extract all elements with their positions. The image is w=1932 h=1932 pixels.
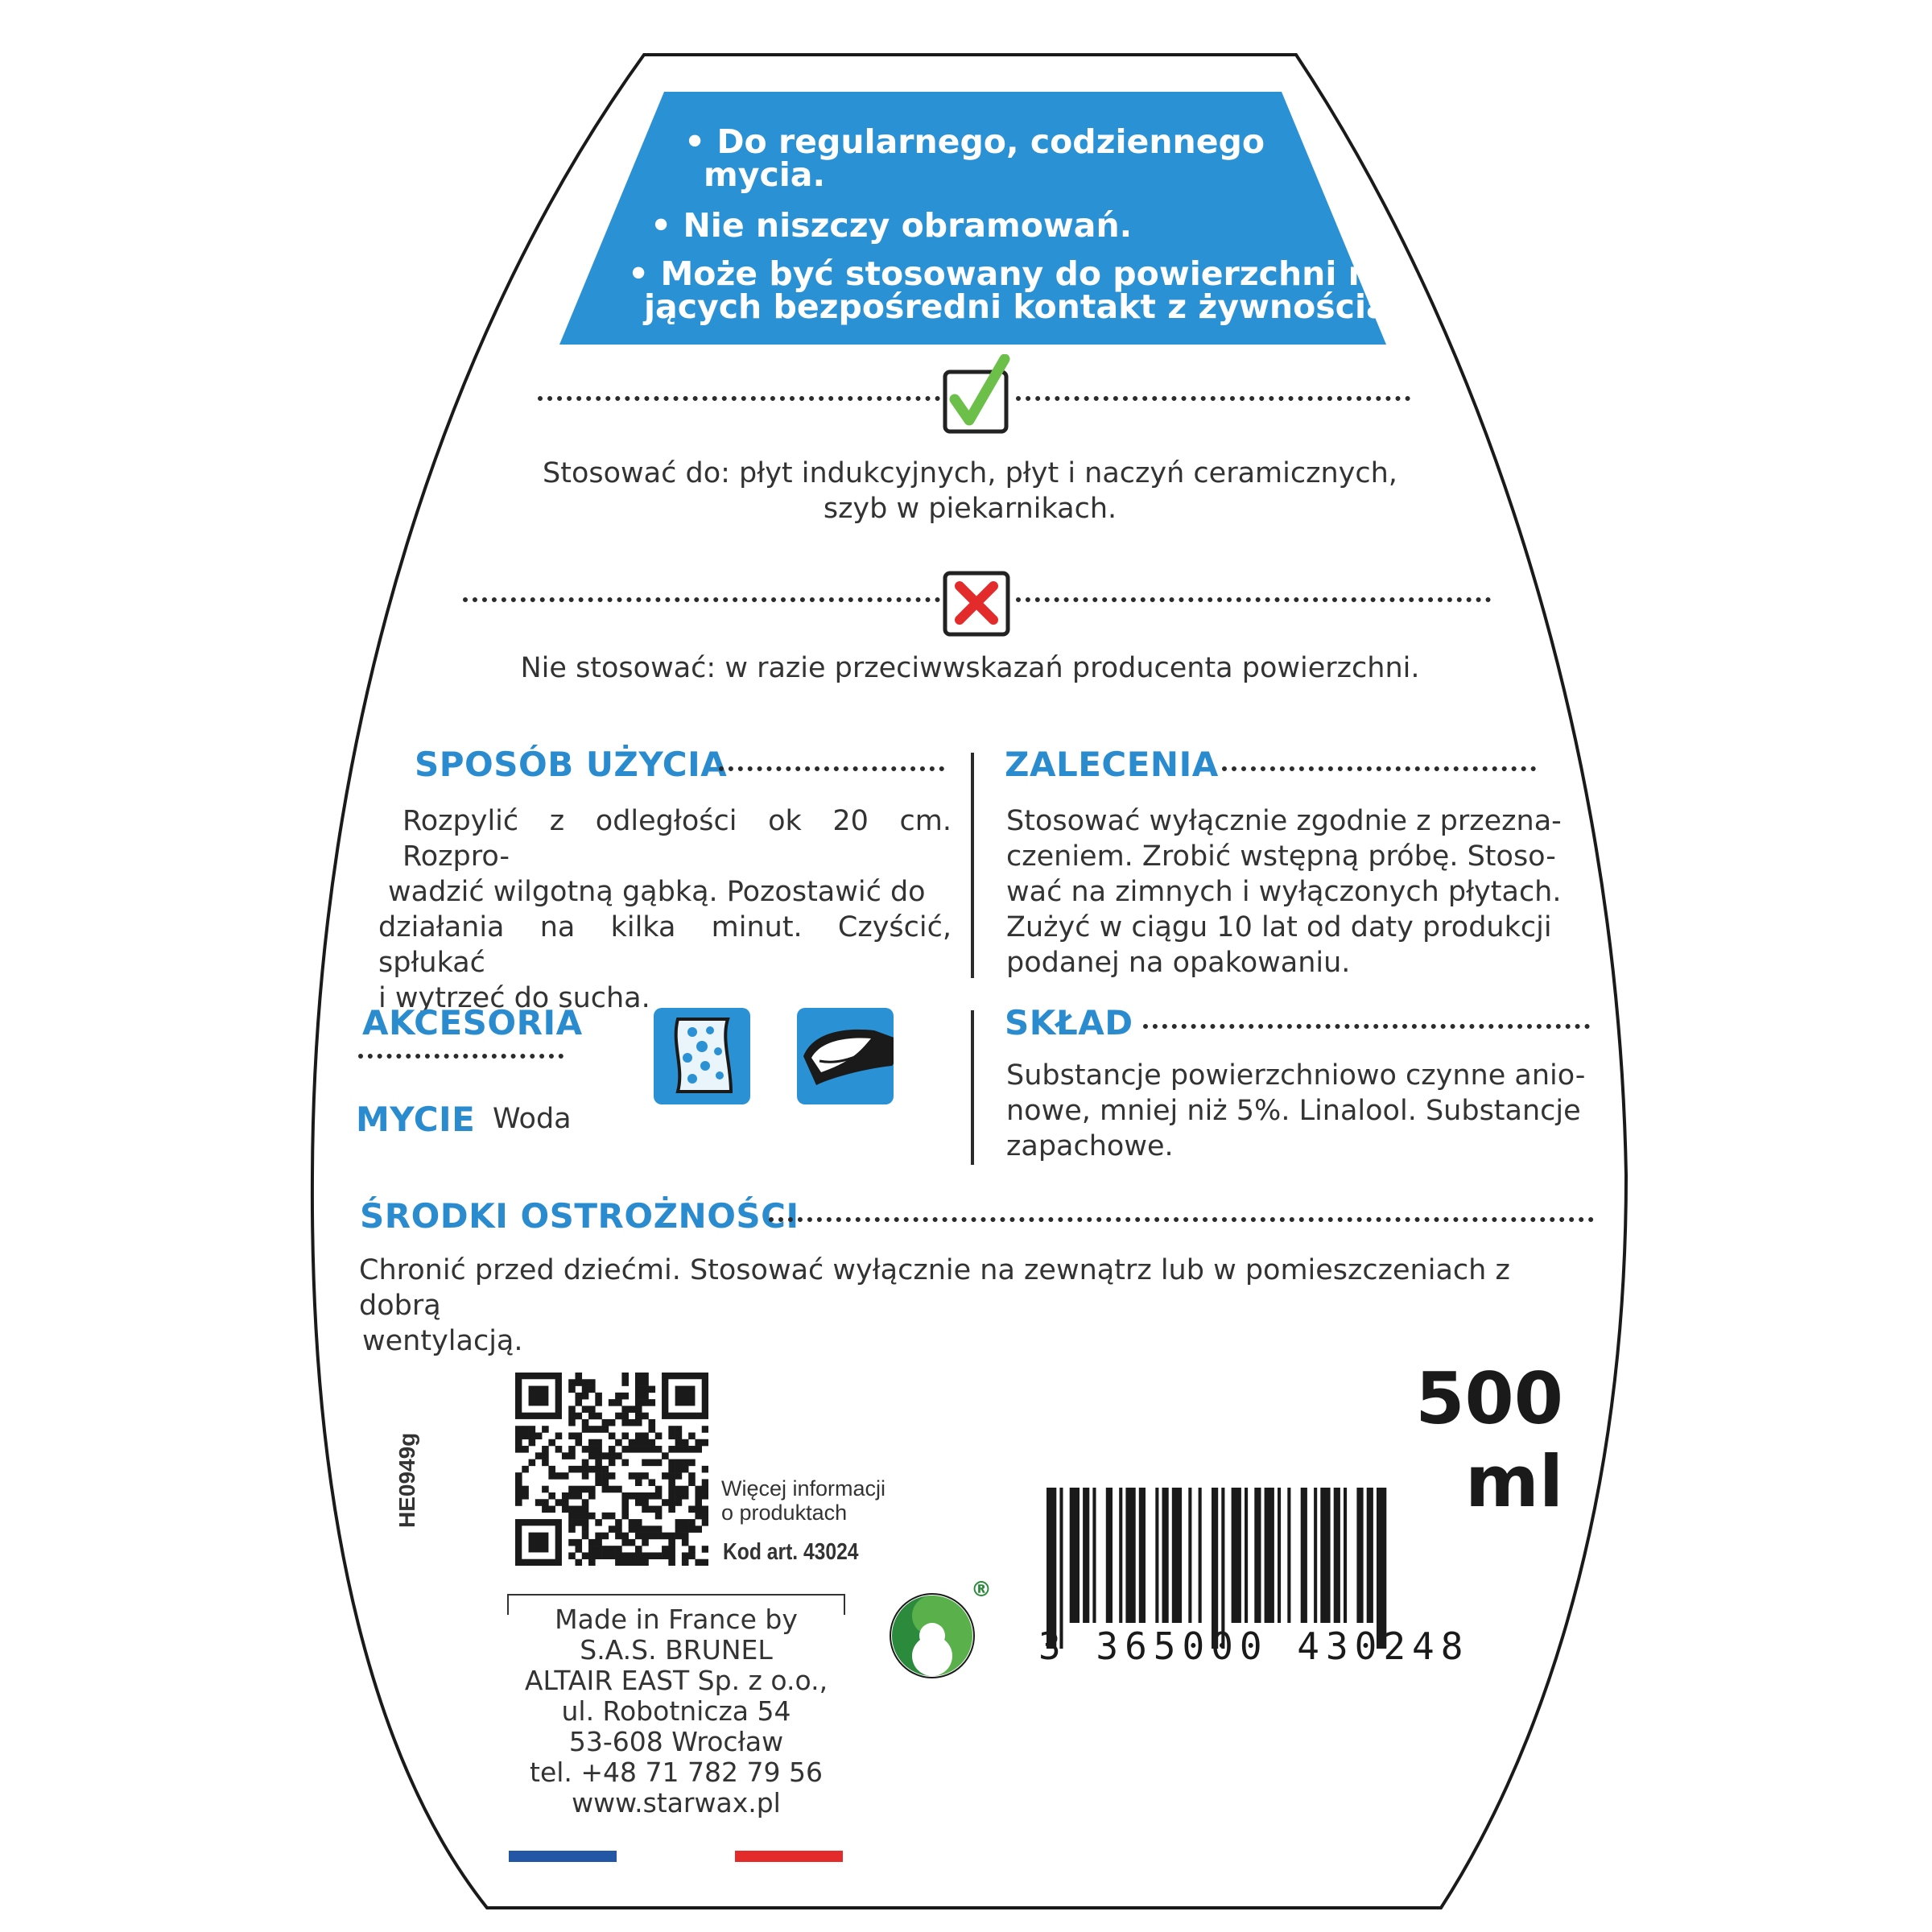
zalecenia-line: Zużyć w ciągu 10 lat od daty produkcji <box>1006 911 1552 943</box>
divider-dots <box>463 597 940 602</box>
sposob-title: SPOSÓB UŻYCIA <box>415 745 728 784</box>
sklad-title: SKŁAD <box>1005 1003 1133 1042</box>
barcode-bar <box>1119 1488 1122 1623</box>
use-for-text <box>483 456 1457 526</box>
barcode-bar <box>1344 1488 1347 1623</box>
barcode-bar <box>1199 1488 1202 1623</box>
qr-caption <box>721 1476 886 1525</box>
barcode-bar <box>1125 1488 1135 1623</box>
banner-bullet-2-line1: • Nie niszczy obramowań. <box>650 206 1133 245</box>
banner-bullet-3-cont <box>644 287 1401 326</box>
zalecenia-line: Stosować wyłącznie zgodnie z przezna- <box>1006 805 1562 837</box>
barcode-number: 3 365000 430248 <box>1038 1624 1470 1668</box>
zalecenia-line: czeniem. Zrobić wstępną próbę. Stoso- <box>1006 840 1556 873</box>
divider-dots <box>719 766 944 771</box>
sklad-line: zapachowe. <box>1006 1130 1174 1162</box>
banner-bullet-3-line2: jących bezpośredni kontakt z żywnością. <box>644 287 1402 326</box>
maker-line: tel. +48 71 782 79 56 <box>530 1757 823 1788</box>
sposob-text <box>378 803 952 1016</box>
divider-dots <box>769 1217 1594 1222</box>
qr-caption-line2: o produktach <box>721 1501 848 1525</box>
barcode-bar <box>1106 1488 1113 1623</box>
column-divider <box>971 1010 974 1165</box>
maker-line: 53-608 Wrocław <box>568 1726 784 1757</box>
banner-bullet-2 <box>650 206 1132 245</box>
barcode-bar <box>1254 1488 1261 1623</box>
flag-blue-bar <box>509 1851 617 1862</box>
registered-mark: ® <box>971 1578 992 1602</box>
barcode-bar <box>1265 1488 1274 1623</box>
banner-bullet-3-line1: • Może być stosowany do powierzchni ma- <box>628 254 1419 293</box>
divider-dots <box>1016 396 1410 401</box>
use-for-line2: szyb w piekarnikach. <box>823 493 1117 525</box>
volume: 500 ml <box>1415 1357 1563 1523</box>
qr-finder-pattern <box>662 1373 708 1419</box>
srodki-line: Chronić przed dziećmi. Stosować wyłącznie na zewnątrz lub w pomieszczeniach z dobrą <box>359 1254 1510 1322</box>
barcode-bar <box>1314 1488 1317 1623</box>
barcode-bar <box>1092 1488 1096 1623</box>
barcode-bar <box>1367 1488 1373 1623</box>
barcode-bar <box>1334 1488 1340 1623</box>
side-code: HE0949g <box>394 1432 419 1528</box>
banner-bullet-1-cont <box>704 155 825 194</box>
sposob-line: i wytrzeć do sucha. <box>378 982 650 1014</box>
barcode-bar <box>1356 1488 1363 1623</box>
sklad-line: Substancje powierzchniowo czynne anio- <box>1006 1059 1586 1092</box>
barcode-bar <box>1245 1488 1248 1623</box>
mycie-label: MYCIE <box>356 1100 476 1139</box>
barcode-bar <box>1155 1488 1158 1623</box>
sposob-line: Rozpylić z odległości ok 20 cm. Rozpro- <box>402 805 952 873</box>
barcode-bar <box>1287 1488 1290 1623</box>
maker-line: ALTAIR EAST Sp. z o.o., <box>524 1665 828 1696</box>
barcode-bar <box>1188 1488 1191 1623</box>
srodki-line: wentylacją. <box>362 1325 523 1357</box>
barcode-bar <box>1278 1488 1281 1623</box>
check-icon <box>942 354 1014 435</box>
barcode-bar <box>1139 1488 1146 1623</box>
sklad-text <box>1006 1058 1586 1164</box>
column-divider <box>971 753 974 978</box>
maker-line: ul. Robotnicza 54 <box>561 1695 791 1727</box>
barcode-bar <box>1070 1488 1080 1623</box>
qr-finder-pattern <box>515 1519 562 1566</box>
maker-line: Made in France by <box>555 1604 798 1635</box>
zalecenia-text <box>1006 803 1570 980</box>
do-not-use-text: Nie stosować: w razie przeciwwskazań producenta powierzchni. <box>520 652 1420 684</box>
divider-dots <box>1016 597 1491 602</box>
qr-finder-pattern <box>515 1373 562 1419</box>
barcode-bar <box>1162 1488 1169 1623</box>
barcode-bar <box>1301 1488 1307 1623</box>
barcode-bar <box>1320 1488 1330 1623</box>
zalecenia-title: ZALECENIA <box>1005 745 1219 784</box>
divider-dots <box>1143 1024 1590 1029</box>
banner-bullet-1-line1: • Do regularnego, codziennego <box>684 122 1265 161</box>
sklad-line: nowe, mniej niż 5%. Linalool. Substancje <box>1006 1095 1581 1127</box>
srodki-text <box>359 1253 1599 1359</box>
maker-line: S.A.S. BRUNEL <box>580 1634 773 1666</box>
article-code: Kod art. 43024 <box>723 1539 859 1565</box>
cross-icon <box>942 570 1014 638</box>
zalecenia-line: podanej na opakowaniu. <box>1006 947 1351 979</box>
akcesoria-title: AKCESORIA <box>362 1003 583 1042</box>
divider-dots <box>358 1054 564 1059</box>
maker-website: www.starwax.pl <box>572 1787 781 1818</box>
sposob-line: działania na kilka minut. Czyścić, spłukać <box>378 911 952 979</box>
srodki-title: ŚRODKI OSTROŻNOŚCI <box>360 1196 799 1236</box>
divider-dots <box>538 396 940 401</box>
sponge-icon <box>654 1008 750 1104</box>
qr-caption-line1: Więcej informacji <box>721 1476 886 1501</box>
barcode-bar <box>1232 1488 1241 1623</box>
qr-code[interactable] <box>515 1373 708 1566</box>
divider-dots <box>1222 766 1536 771</box>
zalecenia-line: wać na zimnych i wyłączonych płytach. <box>1006 876 1562 908</box>
cloth-icon <box>797 1008 894 1104</box>
flag-red-bar <box>735 1851 843 1862</box>
barcode-bar <box>1172 1488 1182 1623</box>
maker-block <box>483 1604 869 1818</box>
mycie-value: Woda <box>493 1103 572 1135</box>
banner-bullet-1-line2: mycia. <box>704 155 826 194</box>
sposob-line: wadzić wilgotną gąbką. Pozostawić do <box>388 876 926 908</box>
use-for-line1: Stosować do: płyt indukcyjnych, płyt i naczyń ceramicznych, <box>543 457 1397 489</box>
barcode-bar <box>1083 1488 1089 1623</box>
